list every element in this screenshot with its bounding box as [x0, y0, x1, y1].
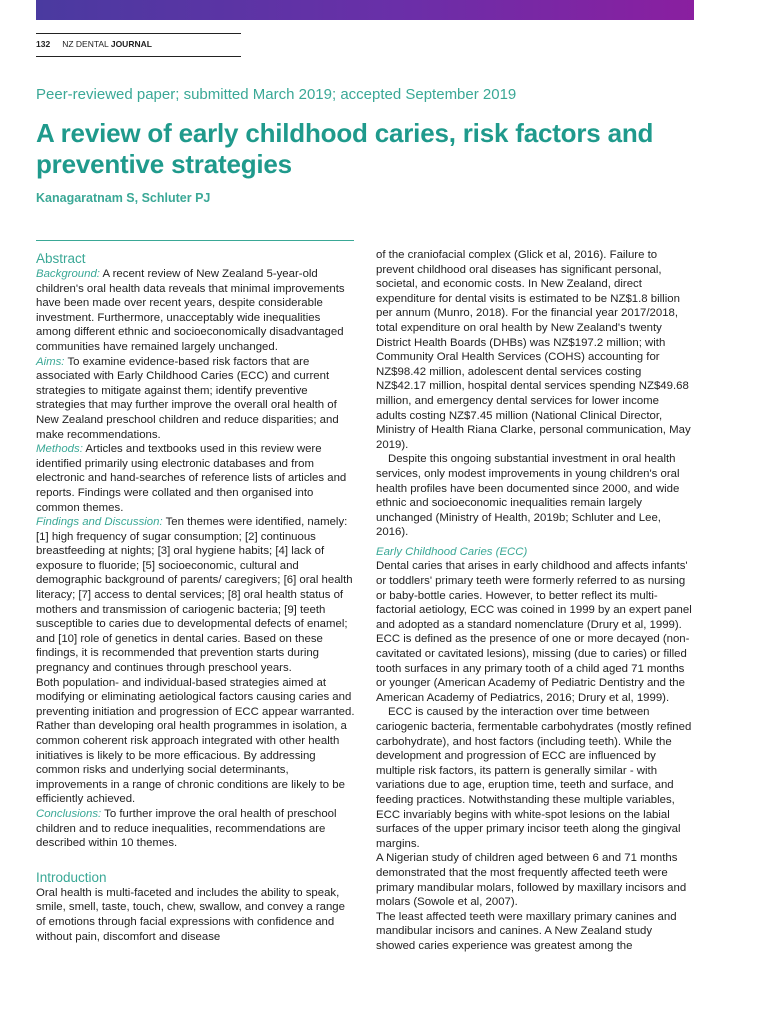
- abstract-conclusions: [36, 807, 356, 851]
- body-paragraph-2: Despite this ongoing substantial investment in oral health services, only modest improvements in young children's oral health profiles have been documented since 2000, and wide ethnic and socioeconomic inequalities remain largely unchanged (Ministry of Health, 2019b; Schluter and Lee, 2016).: [376, 453, 680, 539]
- background-text: A recent review of New Zealand 5-year-old children's oral health data reveals that minimal improvements have been made over recent years, despite considerable investment. Furthermore, unacceptably wide inequalities among different ethnic and socioeconomically disadvantaged communities have remained largely unchanged.: [36, 268, 345, 353]
- abstract-aims: [36, 355, 356, 443]
- right-column: [376, 248, 692, 954]
- journal-name-prefix: NZ DENTAL: [62, 39, 111, 49]
- abstract-heading: Abstract: [36, 251, 86, 266]
- background-label: Background:: [36, 268, 100, 280]
- authors: Kanagaratnam S, Schluter PJ: [36, 191, 211, 205]
- conclusions-text: To further improve the oral health of preschool children and to reduce inequalities, recommendations are described within 10 themes.: [36, 807, 337, 850]
- findings-label: Findings and Discussion:: [36, 516, 163, 529]
- peer-review-note: Peer-reviewed paper; submitted March 2019; accepted September 2019: [36, 86, 517, 103]
- body-paragraph-4: ECC is caused by the interaction over time between cariogenic bacteria, fermentable carbohydrates (mostly refined carbohydrate), and host factors (including teeth). While the development and progression of ECC are influenced by multiple risk factors, its pattern is generally similar - with variations due to age, eruption time, teeth and surface, and feeding practices. Notwithstanding these multiple variables, ECC invariably begins with white-spot lesions on the labial surfaces of the upper primary incisor teeth along the gingival margins.: [376, 706, 692, 850]
- introduction-heading: Introduction: [36, 869, 107, 885]
- body-paragraph-1: of the craniofacial complex (Glick et al, 2016). Failure to prevent childhood oral diseases has significant personal, societal, and economic costs. In New Zealand, direct expenditure for dental visits is estimated to be NZ$1.8 billion per annum (Munro, 2018). For the financial year 2017/2018, total expenditure on oral health by New Zealand's twenty District Health Boards (DHBs) was NZ$197.2 million; with Community Oral Health Services (COHS) accounting for NZ$98.42 million, adolescent dental services costing NZ$42.17 million, hospital dental services spending NZ$49.68 million, and emergency dental services for lower income adults costing NZ$7.45 million (National Clinical Director, Ministry of Health Riana Clarke, personal communication, May 2019).: [376, 249, 691, 451]
- abstract-findings: [36, 515, 356, 676]
- body-paragraph-6: The least affected teeth were maxillary primary canines and mandibular incisors and canines. A New Zealand study showed caries experience was greatest among the: [376, 910, 677, 952]
- header-rule-bottom: [36, 56, 241, 57]
- introduction-paragraph: Oral health is multi-faceted and includes the ability to speak, smile, smell, taste, touch, chew, swallow, and convey a range of emotions through facial expressions with confidence and without pain, discomfort and disease: [36, 886, 345, 943]
- left-column: [36, 250, 356, 944]
- body-paragraph-3: Dental caries that arises in early childhood and affects infants' or toddlers' primary teeth were formerly referred to as nursing or baby-bottle caries. However, to better reflect its multi-factorial aetiology, ECC was coined in 1999 by an expert panel and adopted as a standard nomenclature (Drury et al, 1999). ECC is defined as the presence of one or more decayed (non-cavitated or cavitated lesions), missing (due to caries) or filled tooth surfaces in any primary tooth of a child aged 71 months or younger (American Academy of Pediatric Dentistry and the American Academy of Pediatrics, 2016; Drury et al, 1999).: [376, 560, 692, 704]
- running-head: [36, 39, 152, 49]
- abstract-findings-continued: Both population- and individual-based strategies aimed at modifying or eliminating aetiological factors causing caries and preventing initiation and progression of ECC appear warranted. Rather than developing oral health programmes in isolation, a common coherent risk approach integrated with other health initiatives is likely to be more efficacious. By addressing common risks and underlying social determinants, improvements in a range of chronic conditions are likely to be efficiently achieved.: [36, 676, 355, 806]
- conclusions-label: Conclusions:: [36, 807, 102, 820]
- article-title: A review of early childhood caries, risk factors and preventive strategies: [36, 118, 654, 179]
- header-rule-top: [36, 33, 241, 34]
- abstract-rule: [36, 240, 354, 241]
- abstract-background: [36, 267, 356, 355]
- aims-text: To examine evidence-based risk factors that are associated with Early Childhood Caries (ECC) and current strategies to mitigate against them; identify preventive strategies that may further improve the overall oral health of New Zealand preschool children and reduce disparities; and make recommendations.: [36, 355, 339, 441]
- aims-label: Aims:: [36, 355, 65, 368]
- journal-color-band: [36, 0, 694, 20]
- methods-text: Articles and textbooks used in this review were identified primarily using electronic databases and from electronic and hand-searches of reference lists of articles and reports. Findings were collated and then organised into common themes.: [36, 443, 347, 514]
- journal-name-bold: JOURNAL: [110, 39, 152, 49]
- findings-text: Ten themes were identified, namely: [1] high frequency of sugar consumption; [2] continuous breastfeeding at nights; [3] oral hygiene habits; [4] lack of exposure to fluoride; [5] socioeconomic, cultural and demographic background of parents/ caregivers; [6] oral health literacy; [7] access to dental services; [8] oral health status of mothers and transmission of cariogenic bacteria; [9] teeth susceptible to caries due to developmental defects of enamel; and [10] role of genetics in dental caries. Based on these findings, it is recommended that prevention starts during pregnancy and continues through preschool years.: [36, 516, 353, 675]
- abstract-methods: [36, 442, 356, 515]
- page-number: 132: [36, 39, 51, 49]
- ecc-heading: Early Childhood Caries (ECC): [376, 545, 528, 558]
- body-paragraph-5: A Nigerian study of children aged between 6 and 71 months demonstrated that the most frequently affected teeth were primary mandibular molars, followed by maxillary incisors and molars (Sowole et al, 2007).: [376, 852, 687, 909]
- methods-label: Methods:: [36, 443, 83, 456]
